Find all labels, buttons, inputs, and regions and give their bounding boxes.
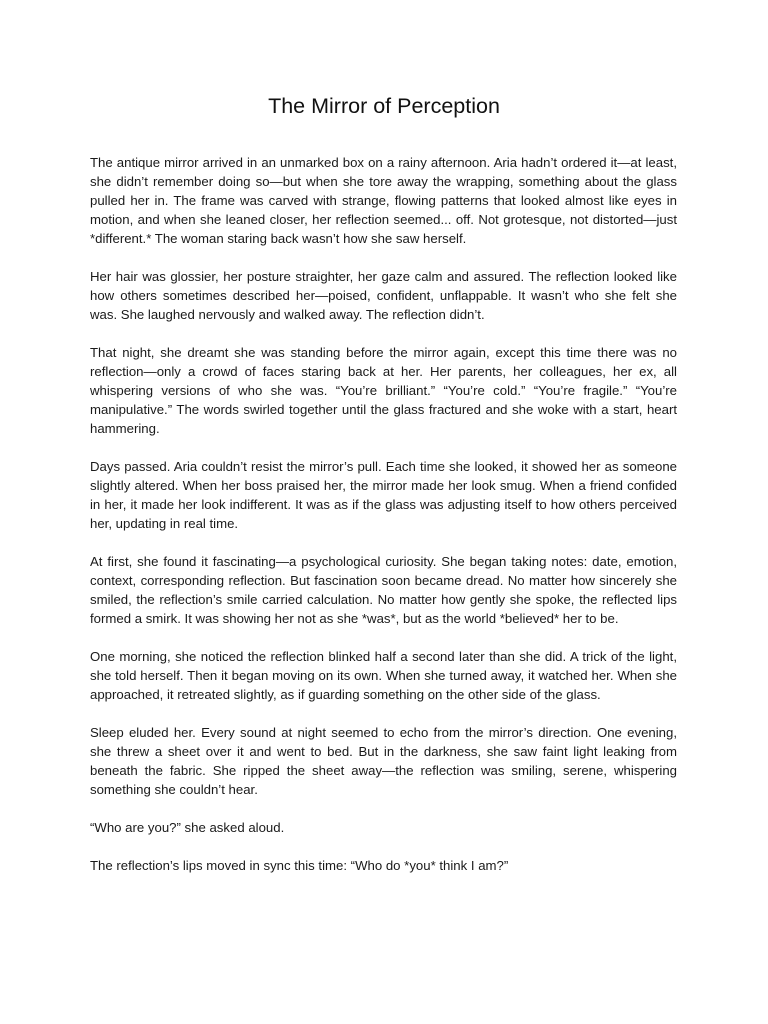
- paragraph-7: Sleep eluded her. Every sound at night seemed to echo from the mirror’s direction. One evening, she threw a sheet over it and went to bed. But in the darkness, she saw faint light leaking from beneath the fabric. She ripped the sheet away—the reflection was smiling, serene, whispering something she couldn’t hear.: [90, 725, 677, 797]
- paragraph-8: “Who are you?” she asked aloud.: [90, 820, 285, 835]
- paragraph-2: Her hair was glossier, her posture straighter, her gaze calm and assured. The reflection looked like how others sometimes described her—poised, confident, unflappable. It wasn’t who she felt she was. She laughed nervously and walked away. The reflection didn’t.: [90, 269, 677, 322]
- document-title: The Mirror of Perception: [268, 94, 500, 118]
- document-body: [90, 153, 677, 894]
- paragraph-4: Days passed. Aria couldn’t resist the mirror’s pull. Each time she looked, it showed her as someone slightly altered. When her boss praised her, the mirror made her look smug. When a friend confided in her, it made her look indifferent. It was as if the glass was adjusting itself to how others perceived her, updating in real time.: [90, 459, 677, 531]
- paragraph-1: The antique mirror arrived in an unmarked box on a rainy afternoon. Aria hadn’t ordered it—at least, she didn’t remember doing so—but when she tore away the wrapping, something about the glass pulled her in. The frame was carved with strange, flowing patterns that looked almost like eyes in motion, and when she leaned closer, her reflection seemed... off. Not grotesque, not distorted—just *different.* The woman staring back wasn’t how she saw herself.: [90, 155, 677, 246]
- paragraph-6: One morning, she noticed the reflection blinked half a second later than she did. A trick of the light, she told herself. Then it began moving on its own. When she turned away, it watched her. When she approached, it retreated slightly, as if guarding something on the other side of the glass.: [90, 649, 677, 702]
- paragraph-5: At first, she found it fascinating—a psychological curiosity. She began taking notes: date, emotion, context, corresponding reflection. But fascination soon became dread. No matter how sincerely she smiled, the reflection’s smile carried calculation. No matter how gently she spoke, the reflected lips formed a smirk. It was showing her not as she *was*, but as the world *believed* her to be.: [90, 554, 677, 626]
- paragraph-3: That night, she dreamt she was standing before the mirror again, except this time there was no reflection—only a crowd of faces staring back at her. Her parents, her colleagues, her ex, all whispering versions of who she was. “You’re brilliant.” “You’re cold.” “You’re fragile.” “You’re manipulative.” The words swirled together until the glass fractured and she woke with a start, heart hammering.: [90, 345, 677, 436]
- paragraph-9: The reflection’s lips moved in sync this time: “Who do *you* think I am?”: [90, 858, 509, 873]
